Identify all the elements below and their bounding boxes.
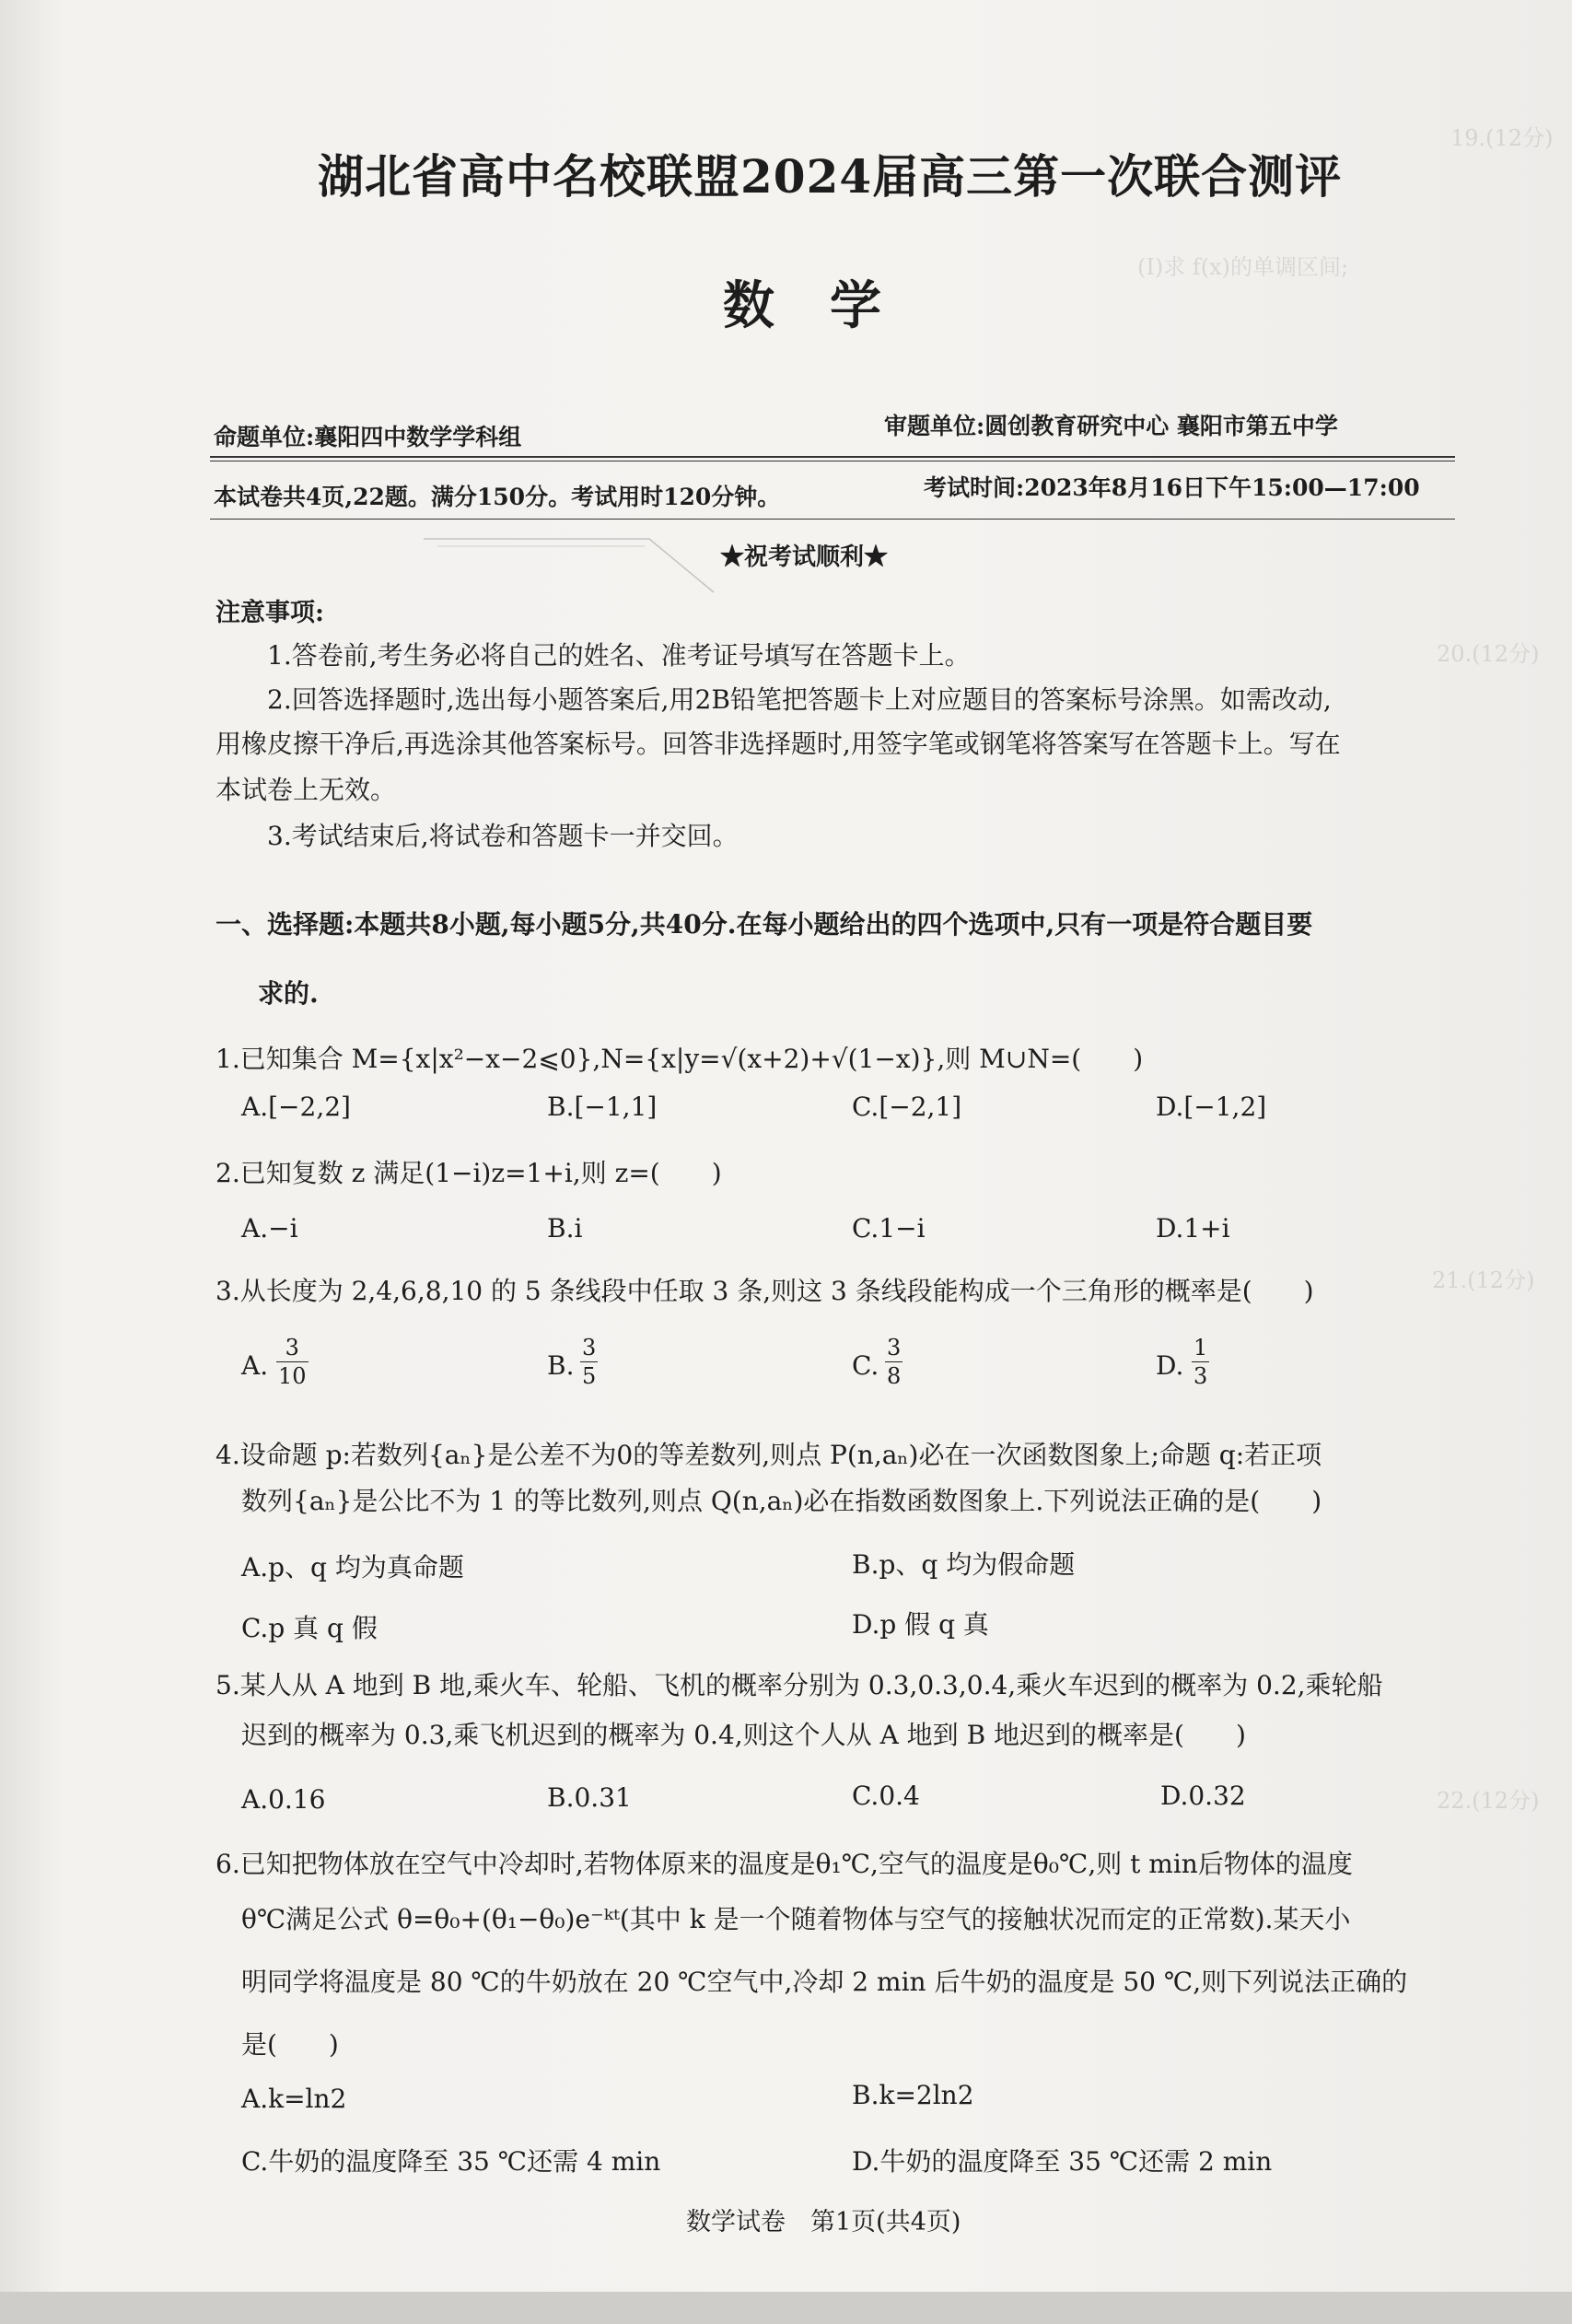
question-4: 4.设命题 p:若数列{aₙ}是公差不为0的等差数列,则点 P(n,aₙ)必在一次函数图象上;命题 q:若正项 xyxy=(215,1440,1322,1470)
question-5-cont: 迟到的概率为 0.3,乘飞机迟到的概率为 0.4,则这个人从 A 地到 B 地迟到的概率是( ) xyxy=(241,1720,1246,1750)
option-a: A.0.16 xyxy=(241,1784,326,1815)
option-a: A.k=ln2 xyxy=(241,2084,347,2114)
option-b: B.0.31 xyxy=(547,1782,632,1813)
fraction xyxy=(276,1334,309,1390)
exam-info: 本试卷共4页,22题。满分150分。考试用时120分钟。 xyxy=(214,484,781,510)
option-b: B.[−1,1] xyxy=(547,1092,658,1122)
section-heading: 一、选择题:本题共8小题,每小题5分,共40分.在每小题给出的四个选项中,只有一项是符合题目要 xyxy=(215,909,1313,940)
header-rule xyxy=(210,456,1455,458)
numerator: 3 xyxy=(582,1335,597,1361)
fraction xyxy=(580,1334,598,1390)
question-6-cont: 明同学将温度是 80 ℃的牛奶放在 20 ℃空气中,冷却 2 min 后牛奶的温度是 50 ℃,则下列说法正确的 xyxy=(241,1967,1408,1997)
option-c: C.0.4 xyxy=(852,1781,920,1811)
option-c: C.1−i xyxy=(852,1213,926,1244)
exam-time: 考试时间:2023年8月16日下午15:00—17:00 xyxy=(924,474,1420,501)
numerator: 1 xyxy=(1194,1335,1208,1361)
option-b: B.i xyxy=(547,1213,583,1244)
question-1: 1.已知集合 M={x|x²−x−2⩽0},N={x|y=√(x+2)+√(1−x)},则 M∪N=( ) xyxy=(215,1044,1144,1074)
numerator: 3 xyxy=(285,1335,299,1361)
setter-unit: 命题单位:襄阳四中数学学科组 xyxy=(214,424,522,450)
question-4-cont: 数列{aₙ}是公比不为 1 的等比数列,则点 Q(n,aₙ)必在指数函数图象上.下列说法正确的是( ) xyxy=(241,1486,1322,1516)
option-a: A.−i xyxy=(241,1213,298,1244)
question-5: 5.某人从 A 地到 B 地,乘火车、轮船、飞机的概率分别为 0.3,0.3,0.4,乘火车迟到的概率为 0.2,乘轮船 xyxy=(215,1670,1383,1700)
bleed-through-text: 21.(12分) xyxy=(1432,1267,1535,1293)
option-d: D.牛奶的温度降至 35 ℃还需 2 min xyxy=(852,2146,1273,2177)
option-d: D.1+i xyxy=(1156,1213,1230,1244)
fraction xyxy=(1192,1334,1209,1390)
option-c: C. xyxy=(852,1350,879,1381)
denominator: 3 xyxy=(1194,1363,1208,1389)
option-c: C.牛奶的温度降至 35 ℃还需 4 min xyxy=(241,2146,661,2177)
option-d: D.p 假 q 真 xyxy=(852,1609,989,1640)
denominator: 10 xyxy=(278,1363,307,1389)
note-line: 用橡皮擦干净后,再选涂其他答案标号。回答非选择题时,用签字笔或钢笔将答案写在答题卡上。写在 xyxy=(215,729,1341,759)
denominator: 8 xyxy=(887,1363,902,1389)
bleed-through-text: (Ⅰ)求 f(x)的单调区间; xyxy=(1137,254,1349,280)
option-b: B. xyxy=(547,1350,575,1381)
note-line: 本试卷上无效。 xyxy=(215,775,397,805)
info-rule xyxy=(210,519,1455,520)
question-6: 6.已知把物体放在空气中冷却时,若物体原来的温度是θ₁℃,空气的温度是θ₀℃,则 t min后物体的温度 xyxy=(215,1849,1353,1879)
notes-heading: 注意事项: xyxy=(215,599,324,627)
note-line: 3.考试结束后,将试卷和答题卡一并交回。 xyxy=(267,821,739,851)
option-b: B.k=2ln2 xyxy=(852,2080,974,2110)
option-a: A.p、q 均为真命题 xyxy=(241,1552,464,1582)
note-line: 1.答卷前,考生务必将自己的姓名、准考证号填写在答题卡上。 xyxy=(267,640,971,671)
option-c: C.p 真 q 假 xyxy=(241,1613,378,1643)
bleed-through-text: 20.(12分) xyxy=(1437,641,1540,667)
pen-scribble-decoration xyxy=(419,520,723,599)
denominator: 5 xyxy=(582,1363,597,1389)
scan-border xyxy=(0,2292,1572,2324)
option-d: D.[−1,2] xyxy=(1156,1092,1267,1122)
option-b: B.p、q 均为假命题 xyxy=(852,1549,1076,1580)
question-3: 3.从长度为 2,4,6,8,10 的 5 条线段中任取 3 条,则这 3 条线段能构成一个三角形的概率是( ) xyxy=(215,1276,1314,1306)
fraction xyxy=(885,1334,902,1390)
note-line: 2.回答选择题时,选出每小题答案后,用2B铅笔把答题卡上对应题目的答案标号涂黑。如需改动, xyxy=(267,684,1332,715)
option-c: C.[−2,1] xyxy=(852,1092,962,1122)
option-d: D. xyxy=(1156,1350,1184,1381)
option-d: D.0.32 xyxy=(1160,1781,1246,1811)
subject-title: 数学 xyxy=(723,275,937,336)
page-footer: 数学试卷 第1页(共4页) xyxy=(686,2208,961,2236)
good-luck-banner: ★祝考试顺利★ xyxy=(720,543,889,571)
exam-title: 湖北省高中名校联盟2024届高三第一次联合测评 xyxy=(318,149,1343,204)
option-a: A. xyxy=(241,1350,269,1381)
option-a: A.[−2,2] xyxy=(241,1092,351,1122)
numerator: 3 xyxy=(887,1335,902,1361)
section-heading-cont: 求的. xyxy=(258,978,319,1009)
question-2: 2.已知复数 z 满足(1−i)z=1+i,则 z=( ) xyxy=(215,1158,722,1188)
question-6-cont: θ℃满足公式 θ=θ₀+(θ₁−θ₀)e⁻ᵏᵗ(其中 k 是一个随着物体与空气的接触状况而定的正常数).某天小 xyxy=(241,1904,1351,1934)
bleed-through-text: 22.(12分) xyxy=(1437,1788,1540,1814)
reviewer-unit: 审题单位:圆创教育研究中心 襄阳市第五中学 xyxy=(884,413,1338,439)
bleed-through-text: 19.(12分) xyxy=(1450,125,1554,151)
question-6-cont: 是( ) xyxy=(241,2029,339,2060)
